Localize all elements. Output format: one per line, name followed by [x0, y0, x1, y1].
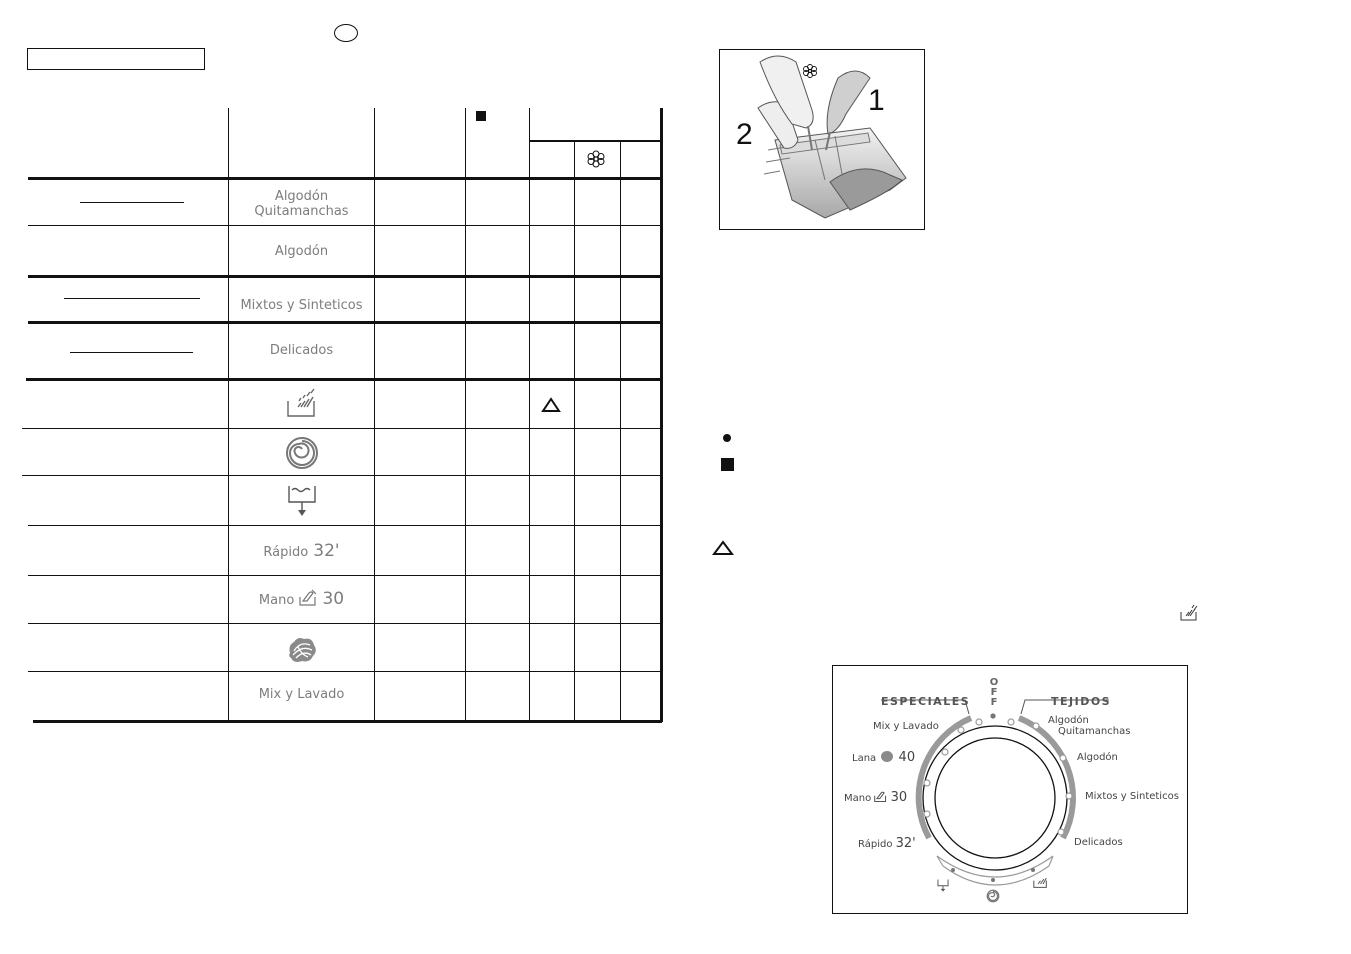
- dial-option-algodon[interactable]: Algodón: [1077, 752, 1118, 763]
- table-row-line: [22, 475, 662, 476]
- square-icon: [476, 111, 486, 121]
- table-header-line: [529, 140, 662, 142]
- dial-option-delicados[interactable]: Delicados: [1074, 837, 1123, 848]
- legend-dot: [723, 434, 731, 442]
- wool-icon: [229, 632, 374, 668]
- dial-header-tejidos: TEJIDOS: [1051, 695, 1112, 708]
- legend-triangle-icon: [712, 540, 734, 560]
- row-underline: [80, 202, 184, 203]
- dial-option-rapido[interactable]: Rápido 32': [858, 836, 916, 851]
- hand-wash-icon: [299, 589, 317, 611]
- detergent-drawer-illustration: [719, 49, 925, 230]
- table-col-divider: [374, 108, 375, 722]
- dial-option-mixtos-sinteticos[interactable]: Mixtos y Sinteticos: [1085, 791, 1179, 802]
- program-label: Algodón Quitamanchas: [254, 189, 349, 219]
- table-row-line: [28, 525, 662, 526]
- dial-option-lana[interactable]: Lana 40: [852, 750, 916, 765]
- table-col-divider: [465, 108, 466, 722]
- spin-icon: [229, 434, 374, 472]
- table-row-line: [26, 378, 662, 381]
- table-row-line: [28, 671, 662, 672]
- flower-icon: [586, 150, 606, 172]
- table-row-line: [28, 275, 662, 278]
- program-label: Mixtos y Sinteticos: [240, 298, 363, 313]
- legend-square: [721, 458, 734, 471]
- dial-option-algodon-quitamanchas[interactable]: Algodón Quitamanchas: [1048, 715, 1131, 737]
- compartment-label-2: 2: [736, 118, 753, 151]
- table-right-border: [660, 108, 663, 722]
- program-rapido: Rápido 32': [263, 541, 340, 561]
- drain-icon: [229, 481, 374, 519]
- compartment-label-1: 1: [868, 84, 885, 117]
- table-row-line: [28, 321, 662, 324]
- program-label: Mix y Lavado: [258, 687, 345, 702]
- section-title-box: [27, 48, 205, 70]
- dial-drain-icon[interactable]: [936, 877, 950, 896]
- dial-header-especiales: ESPECIALES: [881, 695, 971, 708]
- program-dial-panel: [832, 665, 1188, 914]
- dial-option-mix-y-lavado[interactable]: Mix y Lavado: [873, 721, 939, 732]
- wool-icon: [881, 751, 893, 762]
- hand-wash-icon: [874, 790, 887, 806]
- language-circle: [334, 24, 358, 42]
- table-col-divider: [620, 141, 621, 722]
- program-mano: Mano 30: [258, 589, 345, 609]
- table-row-line: [28, 575, 662, 576]
- row-underline: [64, 298, 200, 299]
- dial-off-label: OFF: [989, 677, 999, 708]
- table-row-line: [22, 428, 662, 429]
- table-row-line: [28, 623, 662, 624]
- table-row-line: [28, 177, 662, 180]
- dial-option-mano[interactable]: Mano 30: [844, 790, 908, 805]
- table-bottom-border: [33, 720, 662, 723]
- table-col-divider: [529, 108, 530, 722]
- dial-rinse-icon[interactable]: [1033, 874, 1048, 893]
- table-col-divider: [574, 141, 575, 722]
- triangle-icon: [541, 397, 561, 417]
- program-label: Delicados: [269, 343, 334, 358]
- row-underline: [70, 352, 193, 353]
- dial-spin-icon[interactable]: [986, 888, 1000, 907]
- program-label: Algodón: [274, 244, 329, 259]
- legend-rinse-icon: [1180, 604, 1198, 626]
- rinse-icon: [229, 385, 374, 421]
- table-row-line: [28, 225, 662, 226]
